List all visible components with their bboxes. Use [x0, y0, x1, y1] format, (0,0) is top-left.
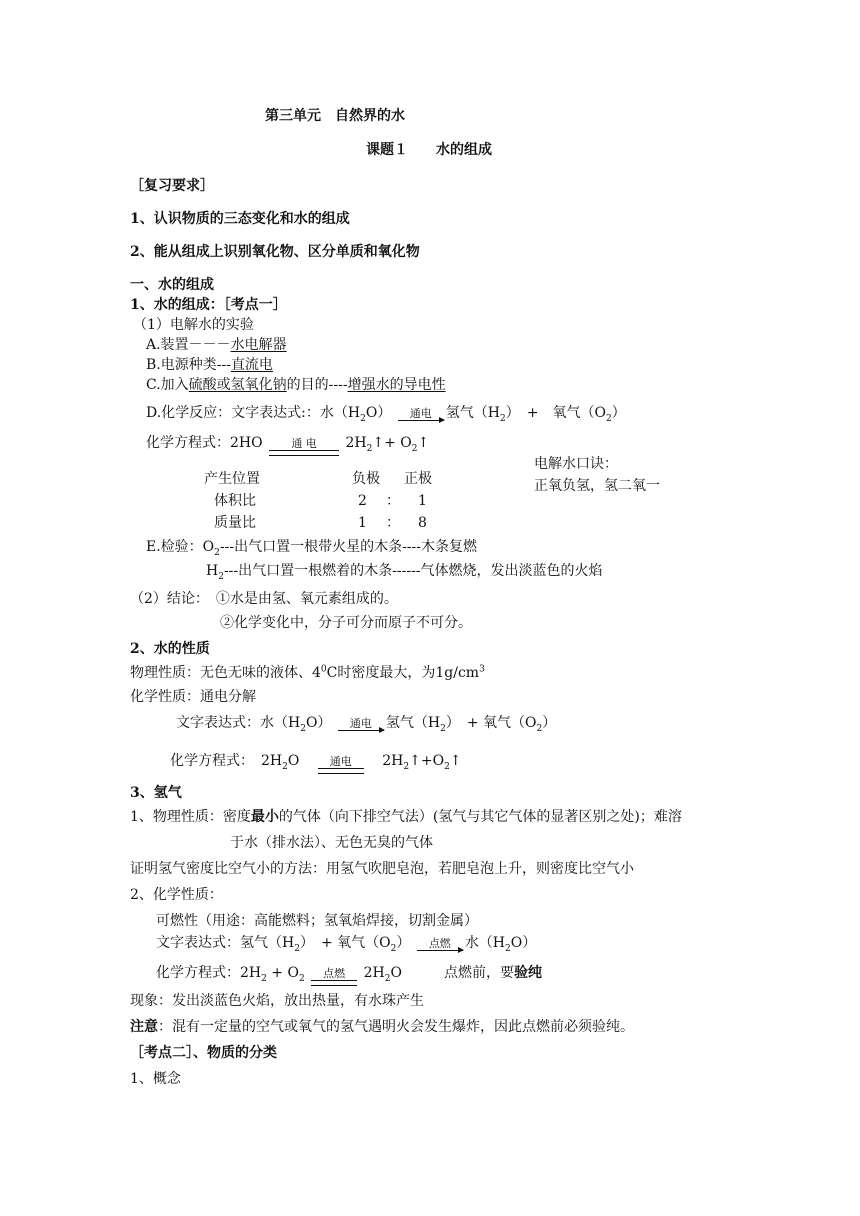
reaction-arrow: 通电: [338, 718, 384, 731]
page-subtitle: 课题１ 水的组成: [366, 142, 492, 158]
section-classification: ［考点二］、物质的分类: [130, 1045, 277, 1061]
equals-sign: 通电: [318, 756, 364, 774]
section-water-composition: 一、水的组成: [130, 277, 214, 293]
requirement-1: 1、认识物质的三态变化和水的组成: [130, 211, 350, 227]
table-header-positive: 正极: [404, 471, 432, 487]
table-header-position: 产生位置: [204, 471, 260, 487]
hydrogen-physical-2: 于水（排水法）、无色无臭的气体: [230, 835, 433, 851]
section-hydrogen: 3、氢气: [130, 785, 182, 801]
note: 注意：混有一定量的空气或氧气的氢气遇明火会发生爆炸，因此点燃前必须验纯。: [130, 1019, 634, 1035]
table-cell: ：: [386, 515, 400, 531]
section-water-properties: 2、水的性质: [130, 641, 210, 657]
item-c: C.加入硫酸或氢氧化钠的目的----增强水的导电性: [146, 377, 446, 393]
table-cell: 2: [358, 493, 367, 509]
mnemonic-text: 正氧负氢，氢二氧一: [534, 478, 660, 494]
item-e-oxygen-test: E.检验：$O_2---$出气口置一根带火星的木条----木条复燃: [146, 539, 478, 558]
table-cell: 8: [418, 515, 427, 531]
concept-heading: 1、概念: [130, 1071, 181, 1087]
phenomenon: 现象：发出淡蓝色火焰，放出热量，有水珠产生: [130, 993, 424, 1009]
hydrogen-word-equation: 文字表达式：氢气$(H_2)$ + 氧气$(O_2)$ 点燃 水$(H_2O)$: [156, 935, 537, 954]
section-1-heading: 1、水的组成：［考点一］: [130, 297, 287, 313]
hydrogen-combustibility: 可燃性（用途：高能燃料；氢氧焰焊接，切割金属）: [156, 913, 478, 929]
hydrogen-density-proof: 证明氢气密度比空气小的方法：用氢气吹肥皂泡，若肥皂泡上升，则密度比空气小: [130, 861, 634, 877]
word-equation-2: 文字表达式：水$(H_2O)$ 通电 氢气$(H_2)$ + 氧气$(O_2)$: [176, 715, 557, 734]
table-cell: 1: [418, 493, 427, 509]
table-row-mass: 质量比: [214, 515, 256, 531]
physical-property: 物理性质：无色无味的液体、$4^0C$时密度最大，为$1g/cm^3$: [130, 664, 485, 681]
chemical-property: 化学性质：通电分解: [130, 689, 256, 705]
equals-sign: 点燃: [311, 968, 357, 986]
review-header: ［复习要求］: [130, 178, 214, 194]
conclusion-2: ②化学变化中，分子可分而原子不可分。: [220, 615, 472, 631]
hydrogen-chemical: 2、化学性质：: [130, 887, 223, 903]
conclusion-1: （2）结论： ①水是由氢、氧元素组成的。: [130, 591, 398, 607]
requirement-2: 2、能从组成上识别氧化物、区分单质和氧化物: [130, 244, 420, 260]
item-b: B.电源种类---直流电: [146, 357, 273, 373]
hydrogen-chemical-equation: 化学方程式：$2H_2 + O_2$ 点燃 $2H_2O$ 点燃前，要验纯: [156, 960, 542, 986]
table-cell: ：: [386, 493, 400, 509]
reaction-arrow: 点燃: [417, 938, 463, 951]
page-title: 第三单元 自然界的水: [265, 108, 405, 124]
mnemonic-title: 电解水口诀：: [534, 456, 618, 472]
item-e-hydrogen-test: $H_2---$出气口置一根燃着的木条------气体燃烧，发出淡蓝色的火焰: [206, 563, 603, 582]
hydrogen-physical-1: 1、物理性质：密度最小的气体（向下排空气法）(氢气与其它气体的显著区别之处)；难溶: [130, 809, 682, 825]
chemical-equation-1: 化学方程式：2HO 通 电 $2H_2↑+$ $O_2↑$: [146, 430, 429, 456]
equals-sign: 通 电: [269, 438, 339, 456]
experiment-title: （1）电解水的实验: [133, 317, 254, 333]
item-a: A.装置－－－水电解器: [146, 337, 287, 353]
chemical-equation-2: 化学方程式： $2H_2O$ 通电 $2H_2↑+O_2↑$: [170, 748, 462, 774]
table-header-negative: 负极: [352, 471, 380, 487]
reaction-arrow: 通电: [398, 408, 444, 421]
item-d-word-equation: D.化学反应：文字表达式:：水$(H_2O)$ 通电 氢气$(H_2)$ + 氧气$(O_2)$: [146, 405, 626, 424]
table-cell: 1: [358, 515, 367, 531]
table-row-volume: 体积比: [214, 493, 256, 509]
